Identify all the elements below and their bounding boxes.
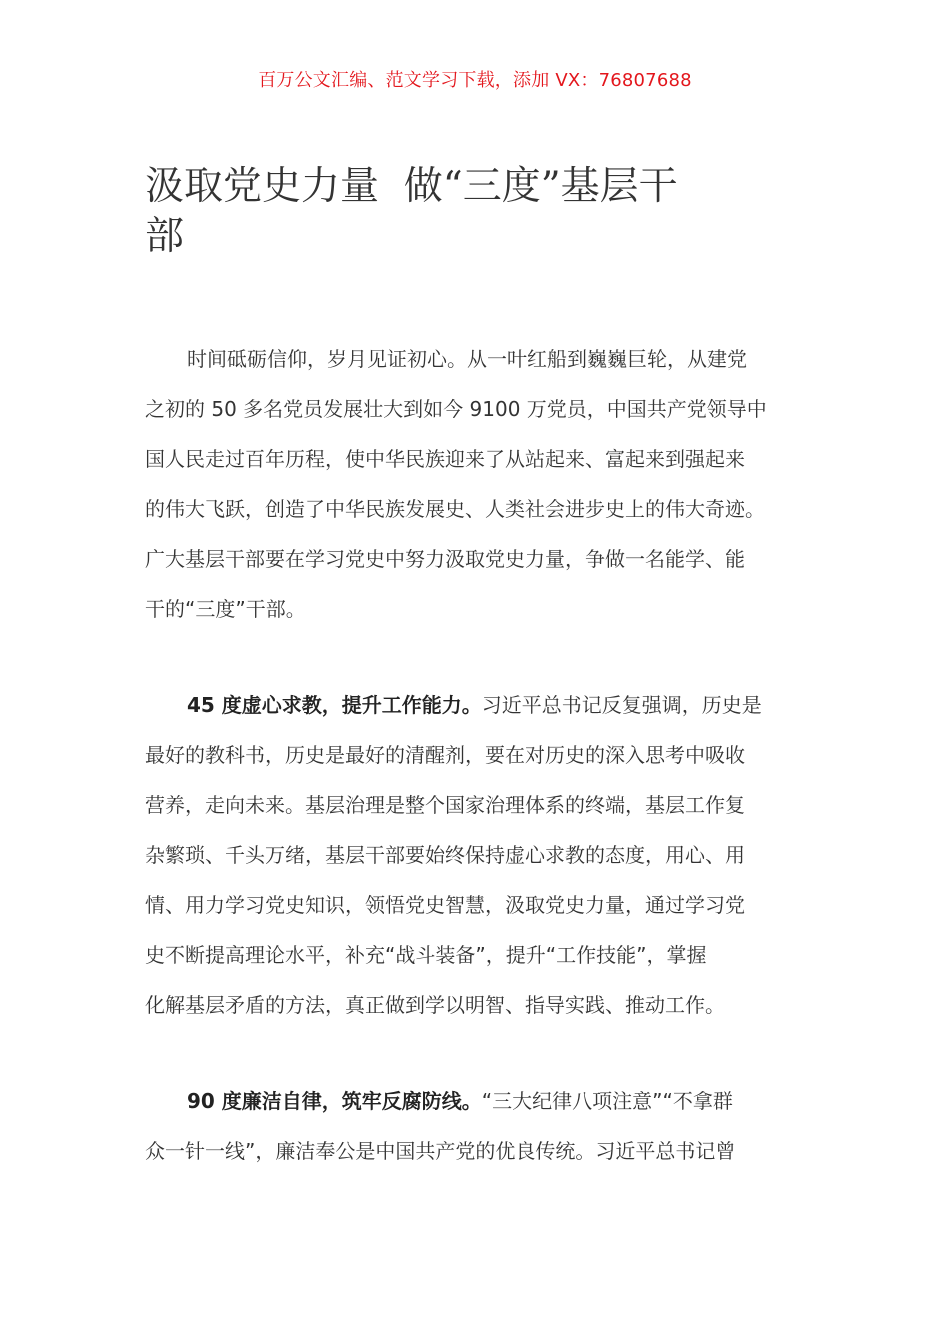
- text-line: 的伟大飞跃，创造了中华民族发展史、人类社会进步史上的伟大奇迹。: [145, 497, 765, 521]
- text-run: 习近平总书记反复强调，历史是: [481, 693, 762, 717]
- title-line-1: 汲取党史力量 做“三度”基层干: [145, 164, 678, 209]
- section-heading: 45 度虚心求教，提升工作能力。: [187, 693, 482, 717]
- text-line: 之初的 50 多名党员发展壮大到如今 9100 万党员，中国共产党领导中: [145, 397, 767, 421]
- text-line: 国人民走过百年历程，使中华民族迎来了从站起来、富起来到强起来: [145, 447, 745, 471]
- title-line-2: 部: [145, 214, 185, 259]
- text-line: [145, 680, 810, 730]
- text-run: “三大纪律八项注意”“不拿群: [481, 1089, 733, 1113]
- header-banner: 百万公文汇编、范文学习下载，添加 VX：76807688: [258, 70, 692, 91]
- text-line: 化解基层矛盾的方法，真正做到学以明智、指导实践、推动工作。: [145, 993, 725, 1017]
- text-line: 时间砥砺信仰，岁月见证初心。从一叶红船到巍巍巨轮，从建党: [187, 347, 747, 371]
- text-line: 众一针一线”，廉洁奉公是中国共产党的优良传统。习近平总书记曾: [145, 1139, 736, 1163]
- text-line: 广大基层干部要在学习党史中努力汲取党史力量，争做一名能学、能: [145, 547, 745, 571]
- text-line: 最好的教科书，历史是最好的清醒剂，要在对历史的深入思考中吸收: [145, 743, 745, 767]
- text-line: 营养，走向未来。基层治理是整个国家治理体系的终端，基层工作复: [145, 793, 745, 817]
- text-line: 史不断提高理论水平，补充“战斗装备”，提升“工作技能”，掌握: [145, 943, 707, 967]
- text-line: 情、用力学习党史知识，领悟党史智慧，汲取党史力量，通过学习党: [145, 893, 745, 917]
- document-title: [145, 162, 805, 262]
- text-line: 干的“三度”干部。: [145, 597, 306, 621]
- paragraph-90-degree: [145, 1076, 810, 1176]
- paragraph-intro: [145, 334, 810, 634]
- section-heading: 90 度廉洁自律，筑牢反腐防线。: [187, 1089, 482, 1113]
- text-line: 杂繁琐、千头万绪，基层干部要始终保持虚心求教的态度，用心、用: [145, 843, 745, 867]
- paragraph-45-degree: [145, 680, 810, 1030]
- text-line: [145, 1076, 810, 1126]
